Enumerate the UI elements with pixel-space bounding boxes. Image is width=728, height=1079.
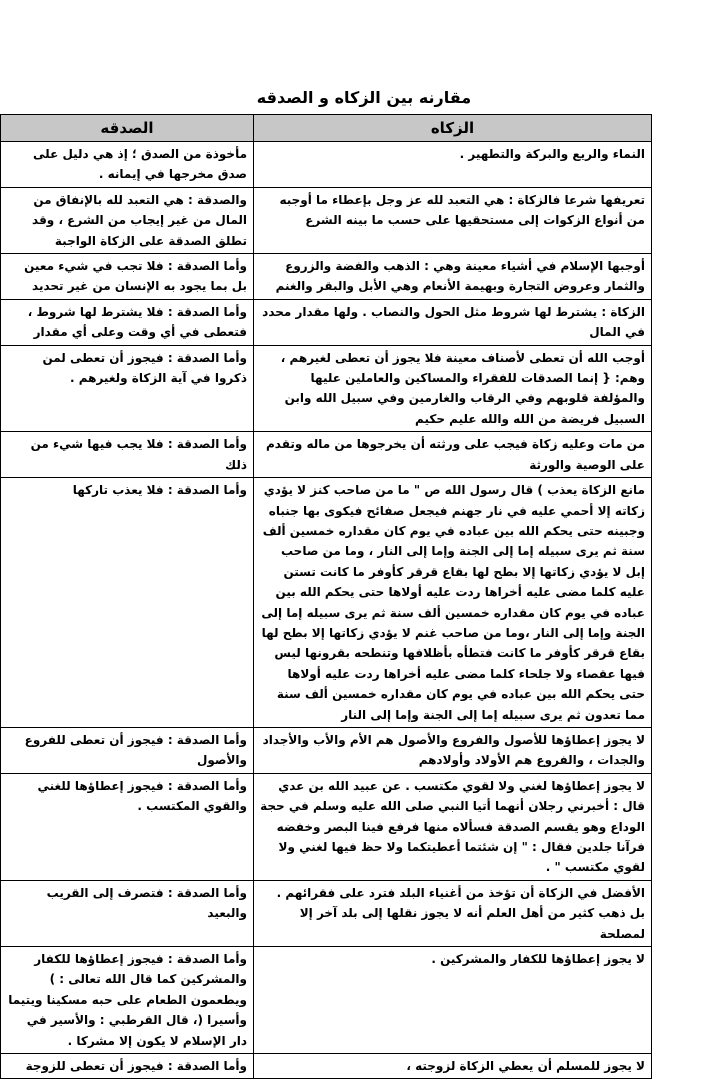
zakat-cell: أوجبها الإسلام في أشياء معينة وهي : الذهب والفضة والزروع والثمار وعروض التجارة وبهيمة الأنعام وهي الأبل والبقر والغنم: [254, 254, 652, 300]
zakat-cell: من مات وعليه زكاة فيجب على ورثته أن يخرجوها من ماله وتقدم على الوصية والورثة: [254, 432, 652, 478]
sadaqa-cell: مأخوذة من الصدق ؛ إذ هي دليل على صدق مخرجها في إيمانه .: [1, 142, 254, 188]
page-title: مقارنه بين الزكاه و الصدقه: [256, 88, 472, 107]
comparison-table: [0, 114, 652, 1079]
zakat-cell: لا يجوز إعطاؤها للأصول والفروع والأصول هم الأم والأب والأجداد والجدات ، والفروع هم الأولاد وأولادهم: [254, 727, 652, 773]
zakat-cell: النماء والريع والبركة والتطهير .: [254, 142, 652, 188]
sadaqa-cell: وأما الصدقة : فيجوز أن تعطى للزوجة: [1, 1054, 254, 1079]
table-row: [1, 254, 652, 300]
table-row: [1, 880, 652, 946]
sadaqa-cell: وأما الصدقة : فلا يشترط لها شروط ، فتعطى في أي وقت وعلى أي مقدار: [1, 299, 254, 345]
table-row: [1, 1054, 652, 1079]
table-row: [1, 142, 652, 188]
table-row: [1, 345, 652, 432]
sadaqa-cell: وأما الصدقة : فلا يجب فيها شيء من ذلك: [1, 432, 254, 478]
zakat-cell: مانع الزكاة يعذب ) قال رسول الله ص " ما من صاحب كنز لا يؤدي زكاته إلا أحمي عليه في نار جهنم فيجعل صفائح فيكوى بها جنباه وجبينه حتى يحكم الله بين عباده في يوم كان مقداره خمسين ألف سنة ثم يرى سبيله إما إلى الجنة وإما إلى النار ، وما من صاحب إبل لا يؤدي زكاتها إلا بطح لها بقاع قرقر كأوفر ما كانت تستن عليه كلما مضى عليه أخراها ردت عليه أولاها حتى يحكم الله بين عباده في يوم كان مقداره خمسين ألف سنة ثم يرى سبيله إما إلى الجنة وإما إلى النار ،وما من صاحب غنم لا يؤدي زكاتها إلا بطح لها بقاع قرقر كأوفر ما كانت فتطأه بأظلافها وتنطحه بقرونها ليس فيها عقصاء ولا جلحاء كلما مضى عليه أخراها ردت عليه أولاها حتى يحكم الله بين عباده في يوم كان مقداره خمسين ألف سنة مما تعدون ثم يرى سبيله إما إلى الجنة وإما إلى النار: [254, 478, 652, 728]
sadaqa-cell: وأما الصدقة : فيجوز أن تعطى لمن ذكروا في آية الزكاة ولغيرهم .: [1, 345, 254, 432]
zakat-cell: تعريفها شرعا فالزكاة : هي التعبد لله عز وجل بإعطاء ما أوجبه من أنواع الزكوات إلى مستحقيها على حسب ما بينه الشرع: [254, 187, 652, 253]
table-row: [1, 773, 652, 880]
zakat-cell: لا يجوز للمسلم أن يعطي الزكاة لزوجته ،: [254, 1054, 652, 1079]
table-row: [1, 299, 652, 345]
table-row: [1, 727, 652, 773]
zakat-cell: أوجب الله أن تعطى لأصناف معينة فلا يجوز أن تعطى لغيرهم ، وهم: { إنما الصدقات للفقراء والمساكين والعاملين عليها والمؤلفة قلوبهم وفي الرقاب والغارمين وفي سبيل الله وابن السبيل فريضة من الله والله عليم حكيم: [254, 345, 652, 432]
header-zakat: الزكاه: [254, 115, 652, 142]
sadaqa-cell: والصدقة : هي التعبد لله بالإنفاق من المال من غير إيجاب من الشرع ، وقد تطلق الصدقة على الزكاة الواجبة: [1, 187, 254, 253]
sadaqa-cell: وأما الصدقة : فيجوز إعطاؤها للغني والقوي المكتسب .: [1, 773, 254, 880]
zakat-cell: لا يجوز إعطاؤها للكفار والمشركين .: [254, 947, 652, 1054]
sadaqa-cell: وأما الصدقة : فيجوز أن تعطى للفروع والأصول: [1, 727, 254, 773]
zakat-cell: لا يجوز إعطاؤها لغني ولا لقوي مكتسب . عن عبيد الله بن عدي قال : أخبرني رجلان أنهما أتيا النبي صلى الله عليه وسلم في حجة الوداع وهو يقسم الصدقة فسألاه منها فرفع فينا البصر وخفضه فرآنا جلدين فقال : " إن شئتما أعطيتكما ولا حظ فيها لغني ولا لقوي مكتسب " .: [254, 773, 652, 880]
table-row: [1, 187, 652, 253]
table-row: [1, 478, 652, 728]
sadaqa-cell: وأما الصدقة : فلا يعذب تاركها: [1, 478, 254, 728]
zakat-cell: الأفضل في الزكاة أن تؤخذ من أغنياء البلد فترد على فقرائهم . بل ذهب كثير من أهل العلم أنه لا يجوز نقلها إلى بلد آخر إلا لمصلحة: [254, 880, 652, 946]
zakat-cell: الزكاة : يشترط لها شروط مثل الحول والنصاب . ولها مقدار محدد في المال: [254, 299, 652, 345]
sadaqa-cell: وأما الصدقة : فيجوز إعطاؤها للكفار والمشركين كما قال الله تعالى : ) ويطعمون الطعام على حبه مسكينا ويتيما وأسيرا (، قال القرطبي : والأسير في دار الإسلام لا يكون إلا مشركا .: [1, 947, 254, 1054]
table-row: [1, 947, 652, 1054]
table-row: [1, 432, 652, 478]
sadaqa-cell: وأما الصدقة : فتصرف إلى القريب والبعيد: [1, 880, 254, 946]
sadaqa-cell: وأما الصدقة : فلا تجب في شيء معين بل بما يجود به الإنسان من غير تحديد: [1, 254, 254, 300]
table-header-row: [1, 115, 652, 142]
header-sadaqa: الصدقه: [1, 115, 254, 142]
